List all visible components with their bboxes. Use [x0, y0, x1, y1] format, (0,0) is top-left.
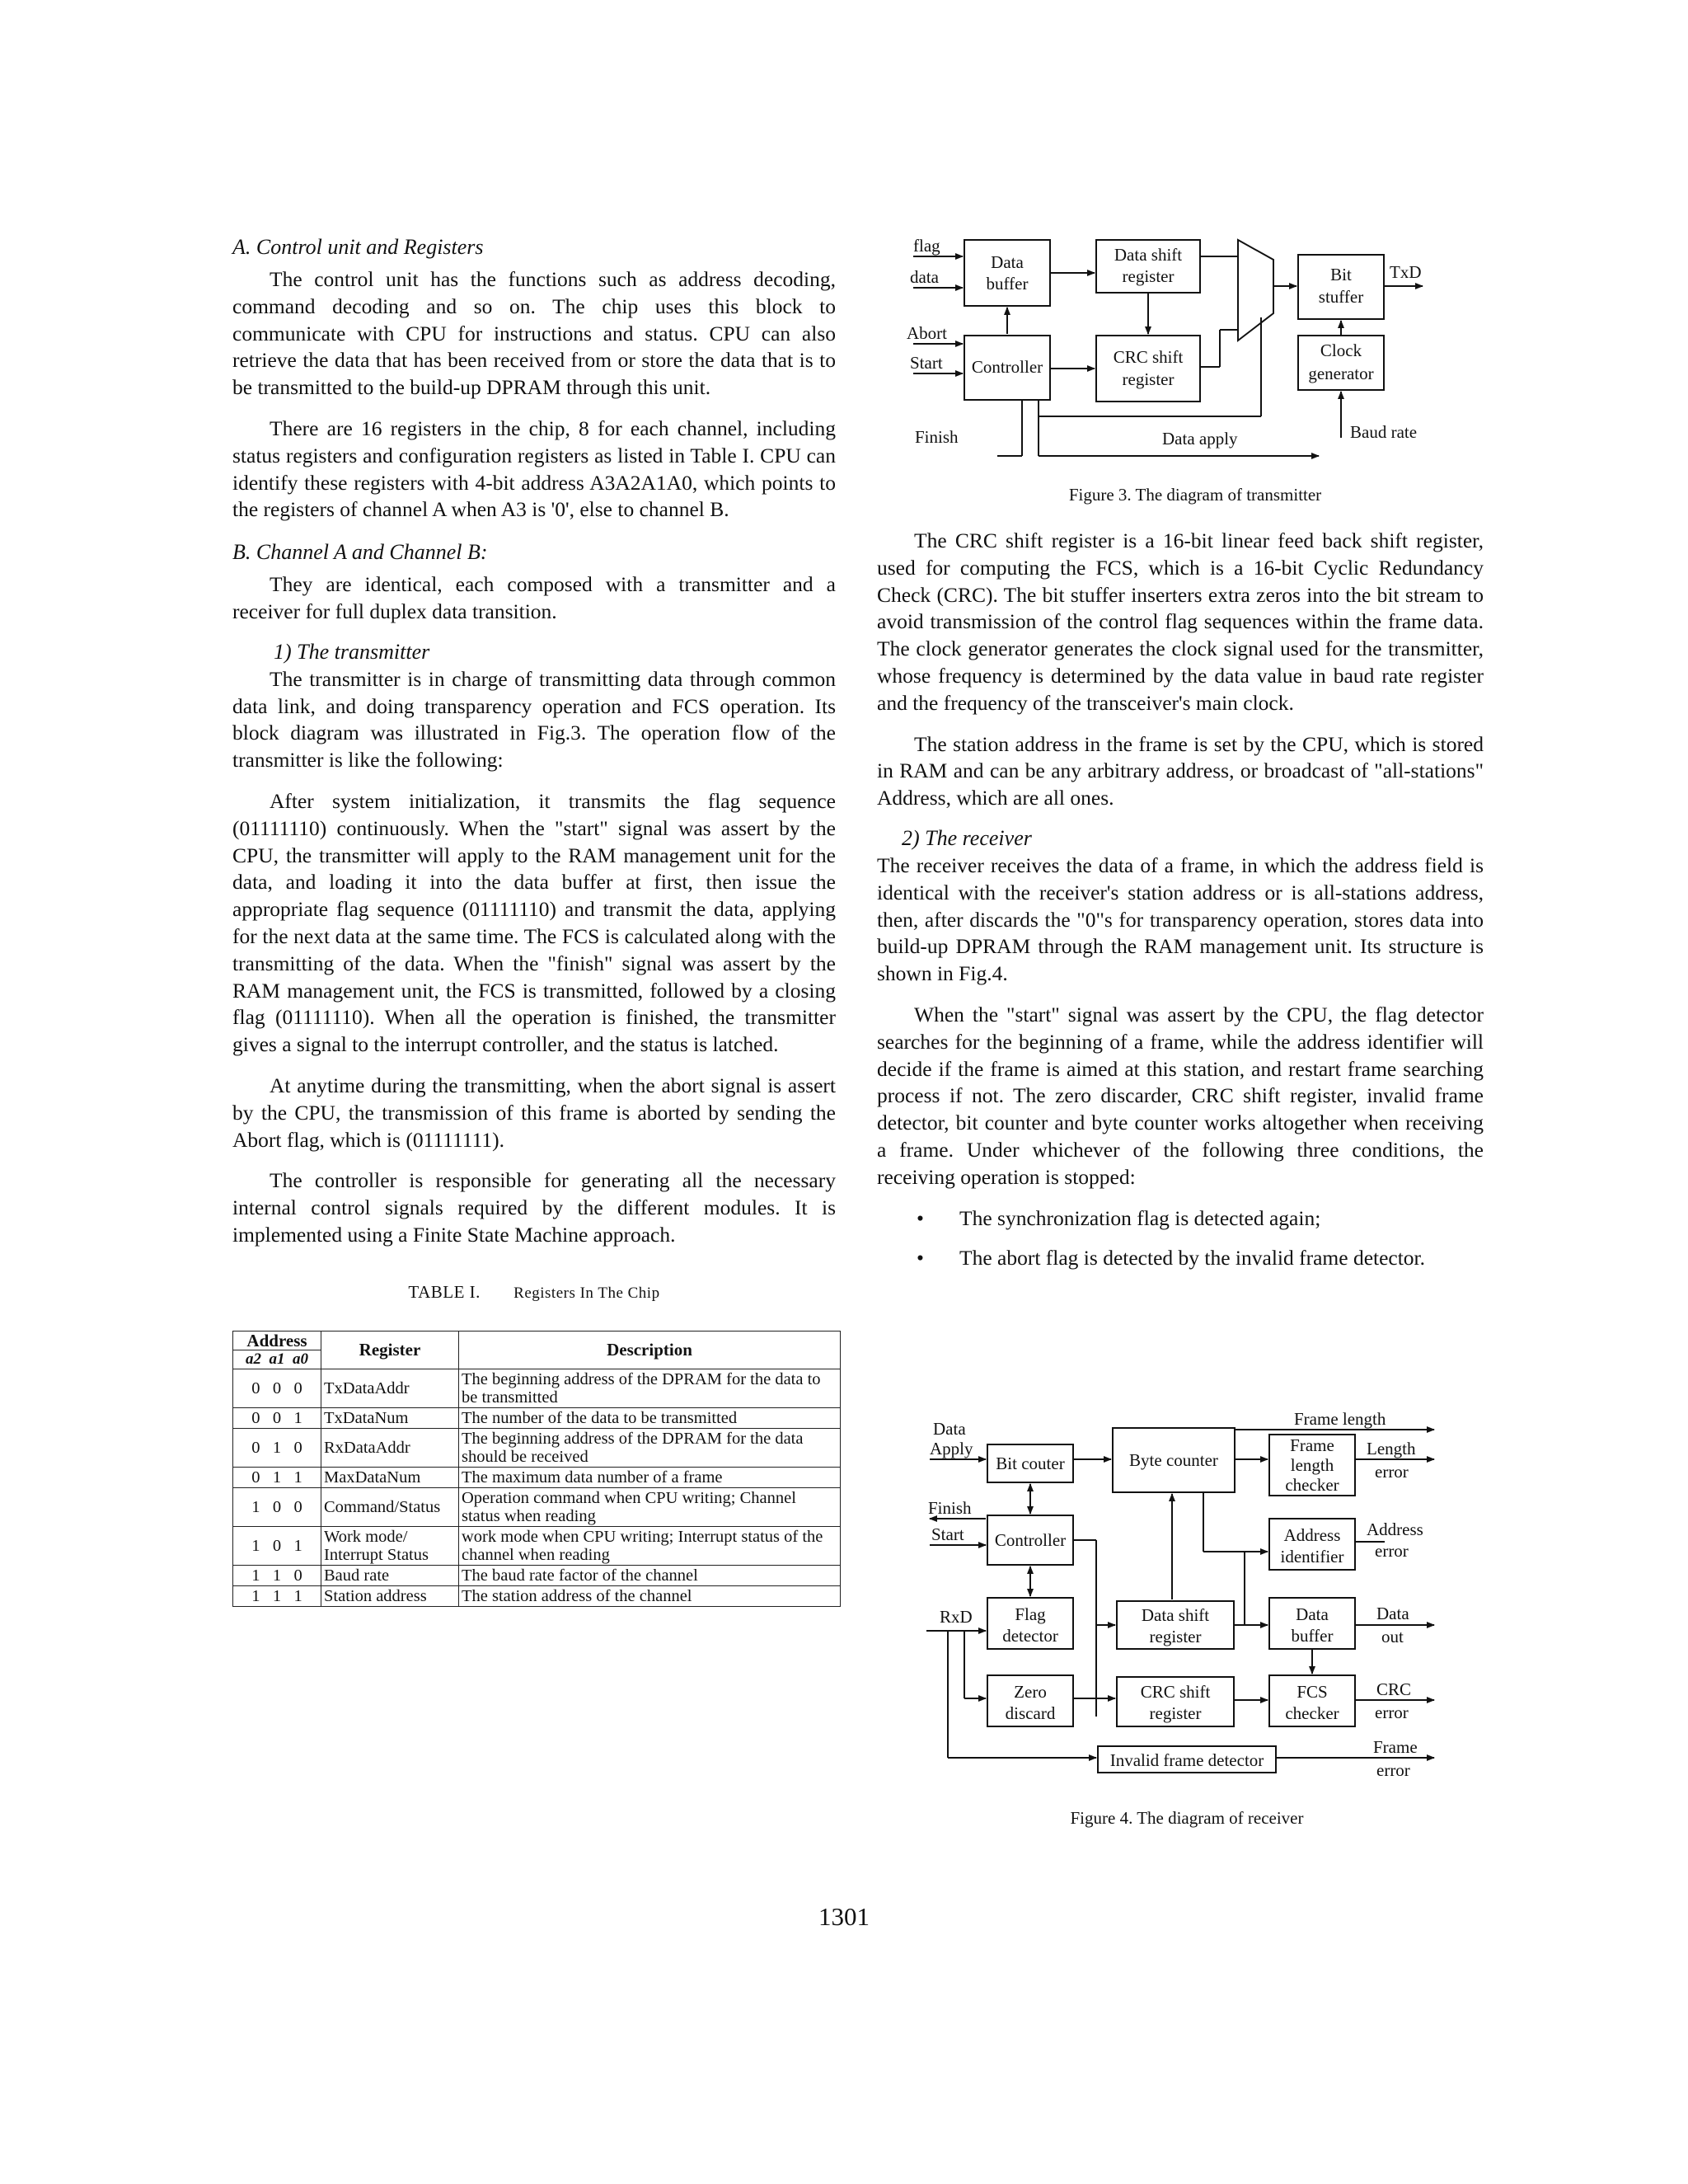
fig4-flag-detector-line1: Flag — [1015, 1604, 1046, 1624]
register-cell: Baud rate — [321, 1565, 459, 1585]
table-row — [233, 1467, 841, 1487]
table-row — [233, 1407, 841, 1428]
fig4-data-buffer-line2: buffer — [1291, 1626, 1334, 1646]
fig3-flag-label: flag — [913, 236, 940, 256]
fig4-crc-line2: register — [1149, 1703, 1202, 1723]
fig4-dsr-line1: Data shift — [1141, 1605, 1210, 1625]
fig3-bit-stuffer-line2: stuffer — [1318, 287, 1364, 307]
address-cell: 1 1 1 — [233, 1585, 321, 1606]
fig4-length-error-line2: error — [1375, 1462, 1409, 1482]
description-cell: The baud rate factor of the channel — [459, 1565, 841, 1585]
figure-4 — [923, 1410, 1451, 1829]
table-caption — [232, 1282, 836, 1303]
fig4-flag-detector-line2: detector — [1002, 1626, 1058, 1646]
fig3-data-label: data — [910, 267, 939, 287]
transmitter-diagram — [898, 235, 1492, 474]
table-body — [233, 1369, 841, 1606]
description-cell: The beginning address of the DPRAM for the data to be transmitted — [459, 1369, 841, 1407]
fig3-txd-label: TxD — [1390, 262, 1422, 282]
fig4-frame-error-line2: error — [1376, 1760, 1410, 1780]
fig3-clock-line1: Clock — [1320, 341, 1362, 360]
fig4-frame-length-out: Frame length — [1294, 1410, 1386, 1429]
fig4-apply-label: Apply — [930, 1439, 973, 1458]
transmitter-paragraph-2: After system initialization, it transmits the flag sequence (01111110) continuously. When the "start" signal was assert by the CPU, the transmitter will apply to the RAM management unit for the data, and loading it into the data buffer at first, then issue the appropriate flag sequence (01111110) and transmit the data, applying for the next data at the same time. The FCS is calculated along with the transmitting of the data. When the "finish" signal was assert by the RAM management unit, the FCS is transmitted, followed by a closing flag (01111110). When all the operation is finished, the transmitter gives a signal to the interrupt controller, and the status is latched. — [232, 788, 836, 1057]
fig4-dsr-line2: register — [1149, 1627, 1202, 1646]
transmitter-heading: 1) The transmitter — [274, 639, 430, 664]
description-cell: The number of the data to be transmitted — [459, 1407, 841, 1428]
bullet-item-2: • The abort flag is detected by the invalid frame detector. — [877, 1245, 1484, 1272]
fig4-frame-error-line1: Frame — [1373, 1737, 1418, 1757]
tx-data-buffer-box — [964, 240, 1050, 306]
fig4-data-out-line2: out — [1381, 1627, 1404, 1646]
right-column — [877, 528, 1484, 1285]
table-header-row — [233, 1331, 841, 1369]
fig4-data-out-line1: Data — [1376, 1604, 1409, 1623]
fig4-frame-length-line1: Frame — [1290, 1435, 1334, 1455]
register-cell: RxDataAddr — [321, 1428, 459, 1467]
fig3-data-apply-label: Data apply — [1162, 429, 1238, 449]
fig3-dsr-line1: Data shift — [1114, 245, 1183, 265]
fig4-frame-length-line2: length — [1290, 1455, 1334, 1475]
fig4-address-error-line2: error — [1375, 1541, 1409, 1561]
address-header — [233, 1331, 321, 1369]
fig4-fcs-line2: checker — [1285, 1703, 1339, 1723]
table-row — [233, 1565, 841, 1585]
fig4-crc-error-line2: error — [1375, 1703, 1409, 1722]
address-cell: 0 0 1 — [233, 1407, 321, 1428]
address-cell: 0 1 0 — [233, 1428, 321, 1467]
figure-3-caption: Figure 3. The diagram of transmitter — [1068, 485, 1322, 505]
fig4-address-id-line1: Address — [1283, 1525, 1341, 1545]
fig4-rxd-label: RxD — [940, 1607, 973, 1627]
fig4-address-error-line1: Address — [1367, 1519, 1423, 1539]
table-row — [233, 1487, 841, 1526]
fig3-dsr-line2: register — [1122, 266, 1175, 286]
fig3-finish-label: Finish — [915, 427, 959, 447]
description-cell: Operation command when CPU writing; Channel status when reading — [459, 1487, 841, 1526]
receiver-diagram — [923, 1410, 1451, 1789]
table-title: Registers In The Chip — [513, 1284, 660, 1302]
fig4-address-id-line2: identifier — [1280, 1547, 1344, 1566]
fig4-zero-discard-line1: Zero — [1014, 1682, 1047, 1702]
table-row — [233, 1526, 841, 1565]
register-cell: Command/Status — [321, 1487, 459, 1526]
register-cell: TxDataNum — [321, 1407, 459, 1428]
address-header-label: Address — [233, 1332, 321, 1350]
right-paragraph-1: The CRC shift register is a 16-bit linear feed back shift register, used for computing the FCS, which is a 16-bit Cyclic Redundancy Check (CRC). The bit stuffer inserters extra zeros into the bit stream to avoid transmission of the control flag sequences within the frame data. The clock generator generates the clock signal used for the transmitter, whose frequency is determined by the data value in baud rate register and the frequency of the transceiver's main clock. — [877, 528, 1484, 715]
fig4-bit-couter-label: Bit couter — [996, 1454, 1065, 1473]
multiplexer-shape — [1238, 240, 1273, 341]
section-b-paragraph-1: They are identical, each composed with a transmitter and a receiver for full duplex data transition. — [232, 572, 836, 623]
table-label: TABLE I. — [408, 1281, 481, 1302]
register-cell: Work mode/ Interrupt Status — [321, 1526, 459, 1565]
bullet-item-1: • The synchronization flag is detected again; — [877, 1205, 1484, 1233]
fig3-data-buffer-line2: buffer — [986, 274, 1029, 294]
page-number: 1301 — [818, 1902, 870, 1931]
fig4-finish-label: Finish — [928, 1498, 972, 1518]
fig3-abort-label: Abort — [907, 323, 947, 343]
register-cell: MaxDataNum — [321, 1467, 459, 1487]
address-cell: 0 1 1 — [233, 1467, 321, 1487]
address-bits-header: a2 a1 a0 — [246, 1350, 308, 1368]
figure-4-caption: Figure 4. The diagram of receiver — [1070, 1808, 1304, 1828]
description-header: Description — [459, 1331, 841, 1369]
fig4-length-error-line1: Length — [1367, 1439, 1416, 1458]
fig3-baud-rate-label: Baud rate — [1350, 422, 1418, 442]
fig3-crc-line1: CRC shift — [1113, 347, 1184, 367]
address-cell: 1 0 1 — [233, 1526, 321, 1565]
register-cell: Station address — [321, 1585, 459, 1606]
fig4-zero-discard-line2: discard — [1005, 1703, 1056, 1723]
receiver-heading: 2) The receiver — [902, 825, 1032, 850]
registers-table — [232, 1331, 841, 1607]
address-cell: 0 0 0 — [233, 1369, 321, 1407]
transmitter-paragraph-3: At anytime during the transmitting, when the abort signal is assert by the CPU, the transmission of this frame is aborted by sending the Abort flag, which is (01111111). — [232, 1073, 836, 1152]
fig4-crc-line1: CRC shift — [1140, 1682, 1211, 1702]
fig4-frame-length-line3: checker — [1285, 1475, 1339, 1495]
fig3-clock-line2: generator — [1308, 364, 1374, 383]
right-paragraph-2: The station address in the frame is set by the CPU, which is stored in RAM and can be any arbitrary address, or broadcast of "all-stations" Address, which are all ones. — [877, 731, 1484, 810]
fig4-byte-counter-label: Byte counter — [1129, 1450, 1218, 1470]
description-cell: The maximum data number of a frame — [459, 1467, 841, 1487]
address-cell: 1 1 0 — [233, 1565, 321, 1585]
table-row — [233, 1585, 841, 1606]
receiver-paragraph-1: The receiver receives the data of a frame, in which the address field is identical with the receiver's station address or is all-stations address, then, after discards the "0"s for transparency operation, stores data into build-up DPRAM through the RAM management unit. Its structure is shown in Fig.4. — [877, 852, 1484, 986]
section-a-paragraph-1: The control unit has the functions such as address decoding, command decoding and so on. The chip uses this block to communicate with CPU for instructions and status. CPU can also retrieve the data that has been received from or store the data that is to be transmitted to the build-up DPRAM through this unit. — [232, 267, 836, 400]
fig3-data-buffer-line1: Data — [991, 252, 1024, 272]
fig4-crc-error-line1: CRC — [1376, 1679, 1412, 1699]
table-row — [233, 1369, 841, 1407]
fig4-start-label: Start — [931, 1524, 964, 1544]
fig4-data-buffer-line1: Data — [1296, 1604, 1329, 1624]
description-cell: work mode when CPU writing; Interrupt status of the channel when reading — [459, 1526, 841, 1565]
fig3-start-label: Start — [910, 353, 943, 373]
description-cell: The beginning address of the DPRAM for the data should be received — [459, 1428, 841, 1467]
transmitter-paragraph-1: The transmitter is in charge of transmitting data through common data link, and doing transparency operation and FCS operation. Its block diagram was illustrated in Fig.3. The operation flow of the transmitter is like the following: — [232, 666, 836, 773]
fig3-bit-stuffer-line1: Bit — [1330, 265, 1352, 284]
fig4-fcs-line1: FCS — [1296, 1682, 1328, 1702]
register-cell: TxDataAddr — [321, 1369, 459, 1407]
fig3-crc-line2: register — [1122, 369, 1175, 389]
fig4-invalid-frame-label: Invalid frame detector — [1109, 1750, 1264, 1770]
figure-3 — [898, 235, 1492, 505]
register-header: Register — [321, 1331, 459, 1369]
section-a-paragraph-2: There are 16 registers in the chip, 8 for each channel, including status registers and configuration registers as listed in Table I. CPU can identify these registers with 4-bit address A3A2A1A0, which points to the registers of channel A when A3 is '0', else to channel B. — [232, 416, 836, 522]
receiver-paragraph-2: When the "start" signal was assert by the CPU, the flag detector searches for the beginning of a frame, while the address identifier will decide if the frame is aimed at this station, and restart frame searching process if not. The zero discarder, CRC shift register, invalid frame detector, bit counter and byte counter works altogether when receiving a frame. Under whichever of the following three conditions, the receiving operation is stopped: — [877, 1002, 1484, 1189]
section-a-heading: A. Control unit and Registers — [232, 235, 484, 259]
fig4-controller-label: Controller — [994, 1530, 1067, 1550]
section-b-heading: B. Channel A and Channel B: — [232, 540, 488, 565]
transmitter-paragraph-4: The controller is responsible for generating all the necessary internal control signals required by the different modules. It is implemented using a Finite State Machine approach. — [232, 1168, 836, 1247]
table-row — [233, 1428, 841, 1467]
tx-crc-register-box — [1096, 336, 1200, 402]
fig4-data-label: Data — [933, 1419, 966, 1439]
left-column — [232, 235, 836, 1607]
description-cell: The station address of the channel — [459, 1585, 841, 1606]
address-cell: 1 0 0 — [233, 1487, 321, 1526]
fig3-controller-label: Controller — [971, 357, 1043, 377]
